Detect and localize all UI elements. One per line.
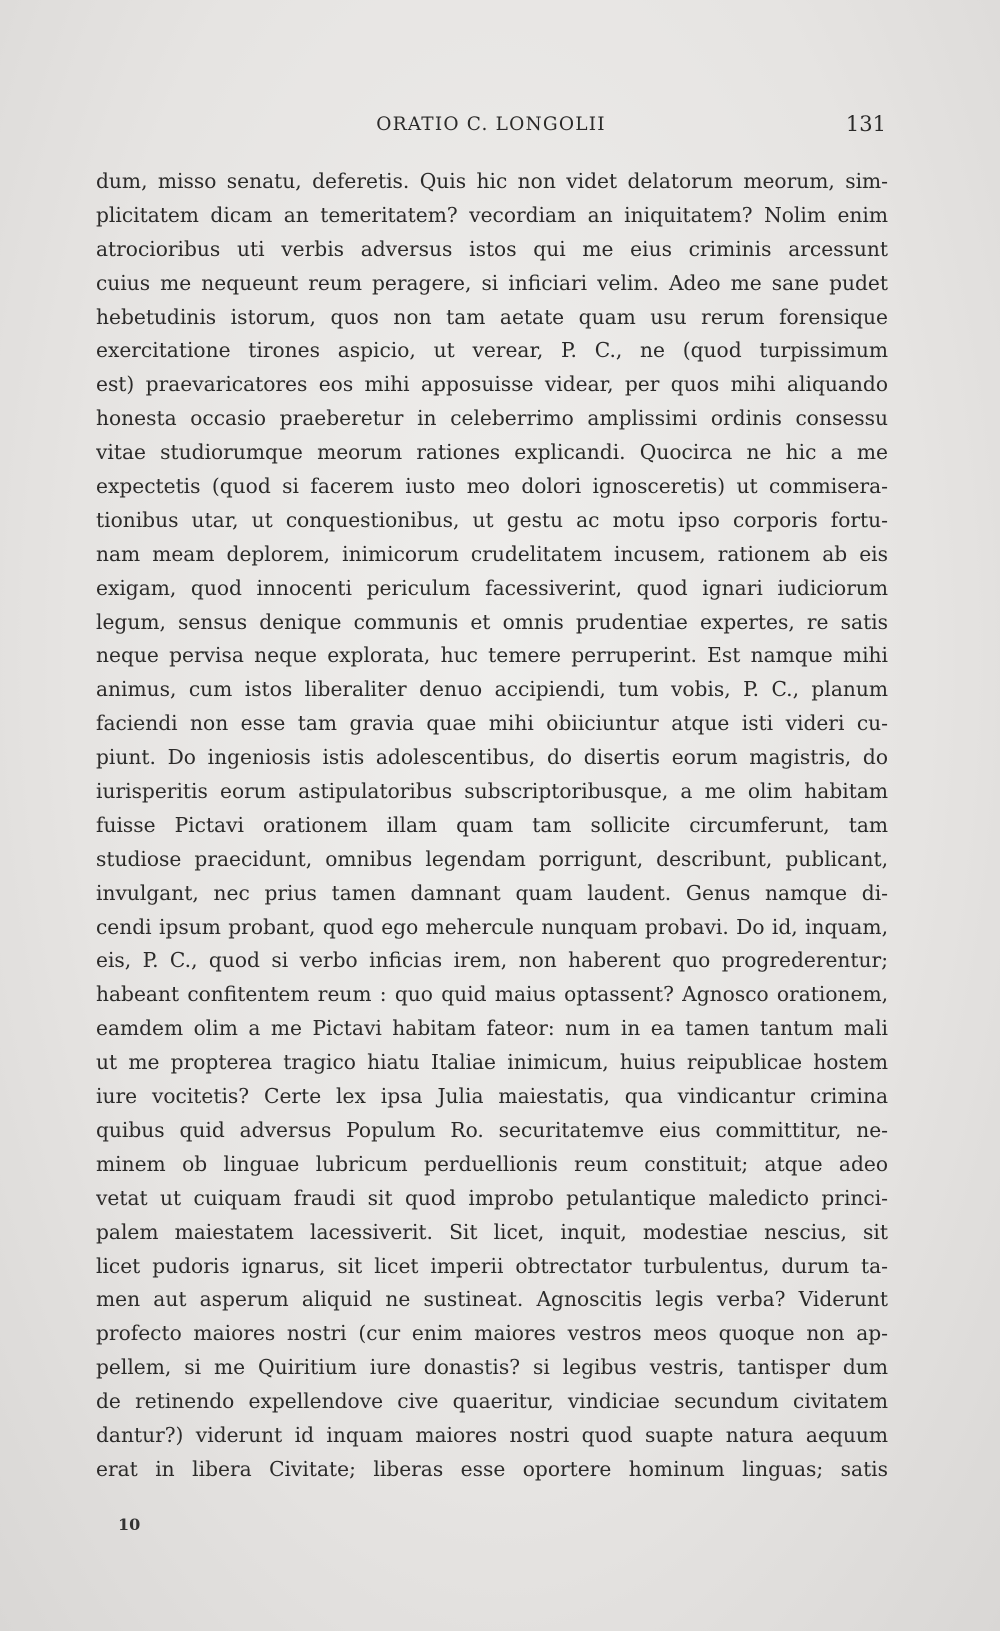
text-line: studiose praecidunt, omnibus legendam porrigunt, describunt, publicant, [96,846,888,871]
text-line: habeant confitentem reum : quo quid maius optassent? Agnosco orationem, [96,982,888,1007]
text-line: palem maiestatem lacessiverit. Sit licet, inquit, modestiae nescius, sit [96,1219,888,1244]
text-line: honesta occasio praeberetur in celeberrimo amplissimi ordinis consessu [96,406,888,431]
text-line: minem ob linguae lubricum perduellionis reum constituit; atque adeo [96,1151,888,1176]
text-line: tionibus utar, ut conquestionibus, ut gestu ac motu ipso corporis fortu- [96,507,888,532]
text-line: piunt. Do ingeniosis istis adolescentibus, do disertis eorum magistris, do [96,745,888,770]
text-line: atrocioribus uti verbis adversus istos qui me eius criminis arcessunt [96,236,888,261]
text-line: faciendi non esse tam gravia quae mihi obiiciuntur atque isti videri cu- [96,711,888,736]
running-head [96,108,886,144]
signature-mark: 10 [118,1515,141,1534]
text-line: hebetudinis istorum, quos non tam aetate quam usu rerum forensique [96,304,888,329]
text-line: dum, misso senatu, deferetis. Quis hic non videt delatorum meorum, sim- [96,169,888,193]
text-line: men aut asperum aliquid ne sustineat. Agnoscitis legis verba? Viderunt [96,1287,888,1312]
text-line: invulgant, nec prius tamen damnant quam laudent. Genus namque di- [96,880,888,905]
text-line: erat in libera Civitate; liberas esse oportere hominum linguas; satis [96,1456,888,1481]
text-line: cuius me nequeunt reum peragere, si inficiari velim. Adeo me sane pudet [96,270,888,295]
text-line: de retinendo expellendove cive quaeritur, vindiciae secundum civitatem [96,1389,888,1414]
page-number: 131 [845,112,886,136]
text-line: pellem, si me Quiritium iure donastis? si legibus vestris, tantisper dum [96,1355,888,1380]
text-line: exigam, quod innocenti periculum facessiverint, quod ignari iudiciorum [96,575,888,600]
text-line: vitae studiorumque meorum rationes explicandi. Quocirca ne hic a me [96,440,888,465]
text-line: iure vocitetis? Certe lex ipsa Julia maiestatis, qua vindicantur crimina [96,1084,888,1109]
text-line: vetat ut cuiquam fraudi sit quod improbo petulantique maledicto princi- [96,1185,888,1210]
text-line: nam meam deplorem, inimicorum crudelitatem incusem, rationem ab eis [96,541,888,566]
text-line: iurisperitis eorum astipulatoribus subscriptoribusque, a me olim habitam [96,779,888,804]
body-text [96,165,888,1487]
text-line: fuisse Pictavi orationem illam quam tam sollicite circumferunt, tam [96,812,888,837]
text-line: cendi ipsum probant, quod ego mehercule nunquam probavi. Do id, inquam, [96,914,888,939]
text-line: eis, P. C., quod si verbo inficias irem, non haberent quo progrederentur; [96,948,888,973]
text-line: legum, sensus denique communis et omnis prudentiae expertes, re satis [96,609,888,634]
text-line: profecto maiores nostri (cur enim maiores vestros meos quoque non ap- [96,1321,888,1346]
text-line: est) praevaricatores eos mihi apposuisse videar, per quos mihi aliquando [96,372,888,397]
text-line: licet pudoris ignarus, sit licet imperii obtrectator turbulentus, durum ta- [96,1253,888,1278]
text-line: quibus quid adversus Populum Ro. securitatemve eius committitur, ne- [96,1117,888,1142]
text-line: neque pervisa neque explorata, huc temere perruperint. Est namque mihi [96,643,888,668]
text-line: animus, cum istos liberaliter denuo accipiendi, tum vobis, P. C., planum [96,677,888,702]
text-line: exercitatione tirones aspicio, ut verear, P. C., ne (quod turpissimum [96,338,888,363]
running-title: ORATIO C. LONGOLII [376,114,606,135]
text-line: ut me propterea tragico hiatu Italiae inimicum, huius reipublicae hostem [96,1050,888,1075]
text-line: expectetis (quod si facerem iusto meo dolori ignosceretis) ut commisera- [96,474,888,499]
text-line: dantur?) viderunt id inquam maiores nostri quod suapte natura aequum [96,1422,888,1447]
text-line: eamdem olim a me Pictavi habitam fateor: num in ea tamen tantum mali [96,1016,888,1041]
text-line: plicitatem dicam an temeritatem? vecordiam an iniquitatem? Nolim enim [96,202,888,227]
